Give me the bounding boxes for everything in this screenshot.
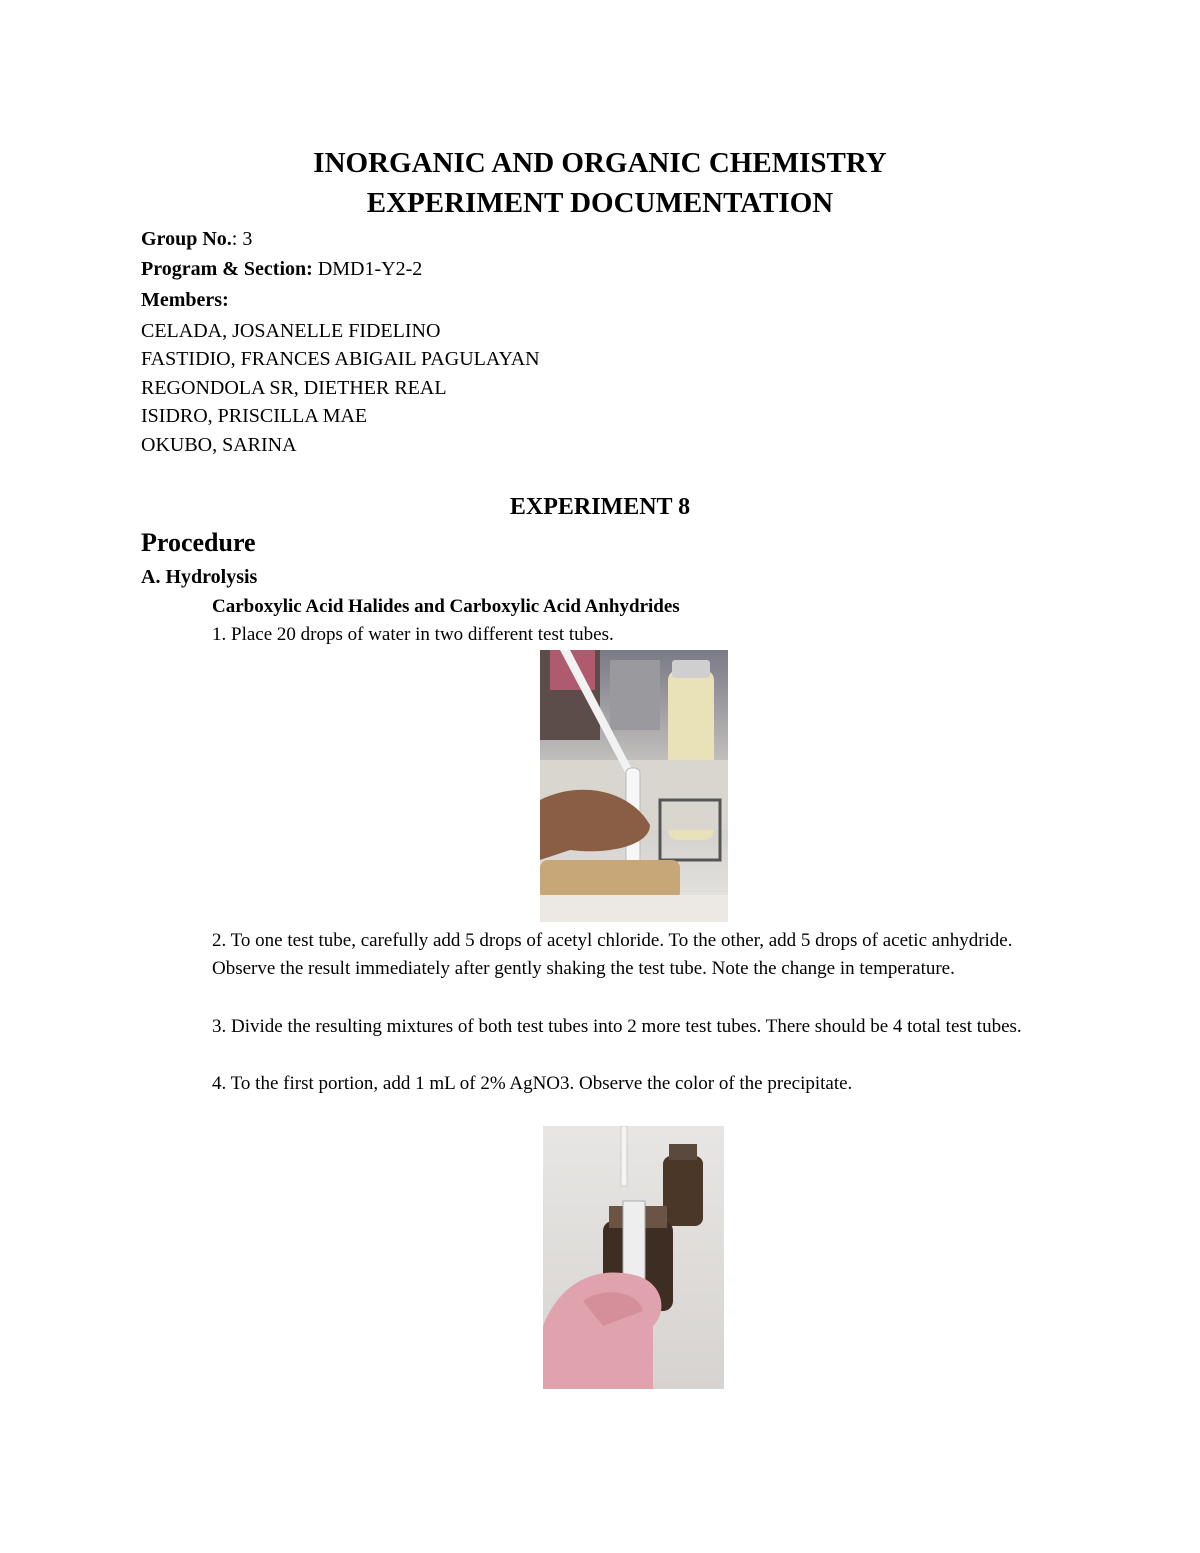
member-item: OKUBO, SARINA	[141, 434, 297, 456]
program-value: DMD1-Y2-2	[312, 258, 423, 280]
step-4: 4. To the first portion, add 1 mL of 2% AgNO3. Observe the color of the precipitate.	[212, 1073, 853, 1094]
program-label: Program & Section:	[141, 258, 313, 280]
program-line	[141, 255, 422, 283]
group-line	[141, 225, 252, 253]
subsection-heading: Carboxylic Acid Halides and Carboxylic Acid Anhydrides	[212, 596, 680, 617]
member-item: REGONDOLA SR, DIETHER REAL	[141, 377, 447, 399]
experiment-heading: EXPERIMENT 8	[509, 494, 691, 520]
document-title-line1: INORGANIC AND ORGANIC CHEMISTRY	[313, 147, 887, 179]
silver-nitrate-photo	[543, 1126, 724, 1389]
pipetting-water-photo	[540, 650, 728, 922]
step-2: 2. To one test tube, carefully add 5 drops of acetyl chloride. To the other, add 5 drops of acetic anhydride. Observe the result immediately after gently shaking the test tube. Note the change in temperature.	[212, 930, 1013, 979]
member-item: FASTIDIO, FRANCES ABIGAIL PAGULAYAN	[141, 348, 540, 370]
members-label: Members:	[141, 289, 229, 311]
group-label: Group No.	[141, 228, 232, 250]
member-item: CELADA, JOSANELLE FIDELINO	[141, 320, 441, 342]
group-suffix: :	[231, 228, 243, 250]
document-title-line2: EXPERIMENT DOCUMENTATION	[366, 187, 834, 219]
member-item: ISIDRO, PRISCILLA MAE	[141, 405, 368, 427]
procedure-heading: Procedure	[141, 528, 256, 557]
step-3: 3. Divide the resulting mixtures of both test tubes into 2 more test tubes. There should be 4 total test tubes.	[212, 1016, 1022, 1037]
group-value: 3	[242, 228, 253, 250]
section-a-heading: A. Hydrolysis	[141, 566, 258, 588]
step-1: 1. Place 20 drops of water in two different test tubes.	[212, 624, 614, 645]
